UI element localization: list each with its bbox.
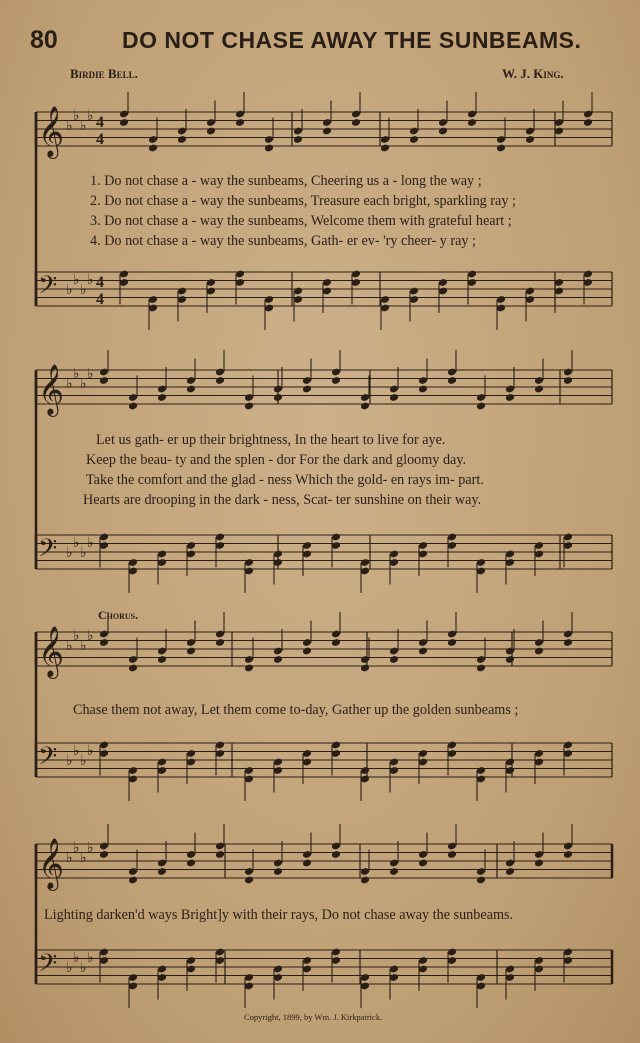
svg-text:♭: ♭ (73, 950, 80, 966)
svg-text:♭: ♭ (66, 545, 73, 561)
svg-text:♭: ♭ (87, 108, 94, 124)
svg-text:𝄢: 𝄢 (38, 742, 58, 777)
svg-text:♭: ♭ (66, 960, 73, 976)
page-number: 80 (30, 26, 58, 54)
svg-text:4: 4 (96, 274, 104, 291)
chorus-lyric-line-2: Lighting darken'd ways Bright]y with their rays, Do not chase away the sunbeams. (44, 907, 514, 923)
svg-text:♭: ♭ (66, 376, 73, 392)
composer-credit: W. J. King. (502, 66, 564, 81)
copyright-notice: Copyright, 1899, by Wm. J. Kirkpatrick. (244, 1012, 383, 1022)
svg-text:𝄢: 𝄢 (38, 271, 58, 306)
svg-text:♭: ♭ (87, 628, 94, 644)
svg-text:♭: ♭ (80, 545, 87, 561)
staff-3-bass (36, 741, 612, 801)
svg-text:♭: ♭ (87, 272, 94, 288)
verse-4-line-a: 4. Do not chase a - way the sunbeams, Gath- er ev- 'ry cheer- y ray ; (90, 233, 476, 249)
svg-text:♭: ♭ (87, 840, 94, 856)
svg-text:𝄢: 𝄢 (38, 949, 58, 984)
svg-text:♭: ♭ (87, 366, 94, 382)
svg-text:♭: ♭ (66, 118, 73, 134)
chorus-label: Chorus. (98, 608, 139, 622)
svg-text:𝄢: 𝄢 (38, 534, 58, 569)
hymn-title: DO NOT CHASE AWAY THE SUNBEAMS. (122, 27, 582, 53)
staff-4-bass (36, 948, 612, 1008)
svg-text:4: 4 (96, 291, 104, 308)
chorus-lyric-line-1: Chase them not away, Let them come to-day, Gather up the golden sunbeams ; (73, 702, 519, 718)
staff-1-treble (36, 92, 612, 159)
svg-text:♭: ♭ (66, 753, 73, 769)
svg-text:♭: ♭ (73, 272, 80, 288)
svg-text:♭: ♭ (73, 840, 80, 856)
lyricist-credit: Birdie Bell. (70, 66, 138, 81)
svg-text:♭: ♭ (80, 118, 87, 134)
svg-text:♭: ♭ (80, 376, 87, 392)
staff-2-treble (36, 350, 612, 417)
svg-text:♭: ♭ (80, 753, 87, 769)
staff-4-treble (36, 824, 612, 891)
svg-text:𝄞: 𝄞 (38, 838, 65, 889)
svg-text:♭: ♭ (73, 108, 80, 124)
svg-text:4: 4 (96, 131, 104, 148)
svg-text:♭: ♭ (80, 960, 87, 976)
svg-text:♭: ♭ (80, 850, 87, 866)
svg-text:♭: ♭ (66, 850, 73, 866)
svg-text:𝄞: 𝄞 (38, 626, 65, 677)
verse-1-line-b: Let us gath- er up their brightness, In the heart to live for aye. (96, 432, 446, 448)
svg-text:♭: ♭ (73, 535, 80, 551)
svg-text:𝄞: 𝄞 (38, 106, 65, 157)
svg-text:♭: ♭ (80, 282, 87, 298)
svg-text:♭: ♭ (66, 282, 73, 298)
verse-4-line-b: Hearts are drooping in the dark - ness, Scat- ter sunshine on their way. (83, 492, 482, 508)
verse-3-line-b: Take the comfort and the glad - ness Which the gold- en rays im- part. (86, 472, 484, 488)
staff-1-bass (36, 270, 612, 330)
svg-text:𝄞: 𝄞 (38, 364, 65, 415)
verse-2-line-a: 2. Do not chase a - way the sunbeams, Treasure each bright, sparkling ray ; (90, 193, 516, 209)
svg-text:♭: ♭ (80, 638, 87, 654)
verse-3-line-a: 3. Do not chase a - way the sunbeams, Welcome them with grateful heart ; (90, 213, 512, 229)
svg-text:4: 4 (96, 114, 104, 131)
svg-text:♭: ♭ (87, 950, 94, 966)
svg-text:♭: ♭ (87, 743, 94, 759)
staff-2-bass (36, 533, 612, 593)
svg-text:♭: ♭ (73, 743, 80, 759)
verse-1-line-a: 1. Do not chase a - way the sunbeams, Cheering us a - long the way ; (90, 173, 482, 189)
svg-text:♭: ♭ (66, 638, 73, 654)
verse-2-line-b: Keep the beau- ty and the splen - dor For the dark and gloomy day. (86, 452, 467, 468)
svg-text:♭: ♭ (73, 628, 80, 644)
svg-text:♭: ♭ (73, 366, 80, 382)
svg-text:♭: ♭ (87, 535, 94, 551)
